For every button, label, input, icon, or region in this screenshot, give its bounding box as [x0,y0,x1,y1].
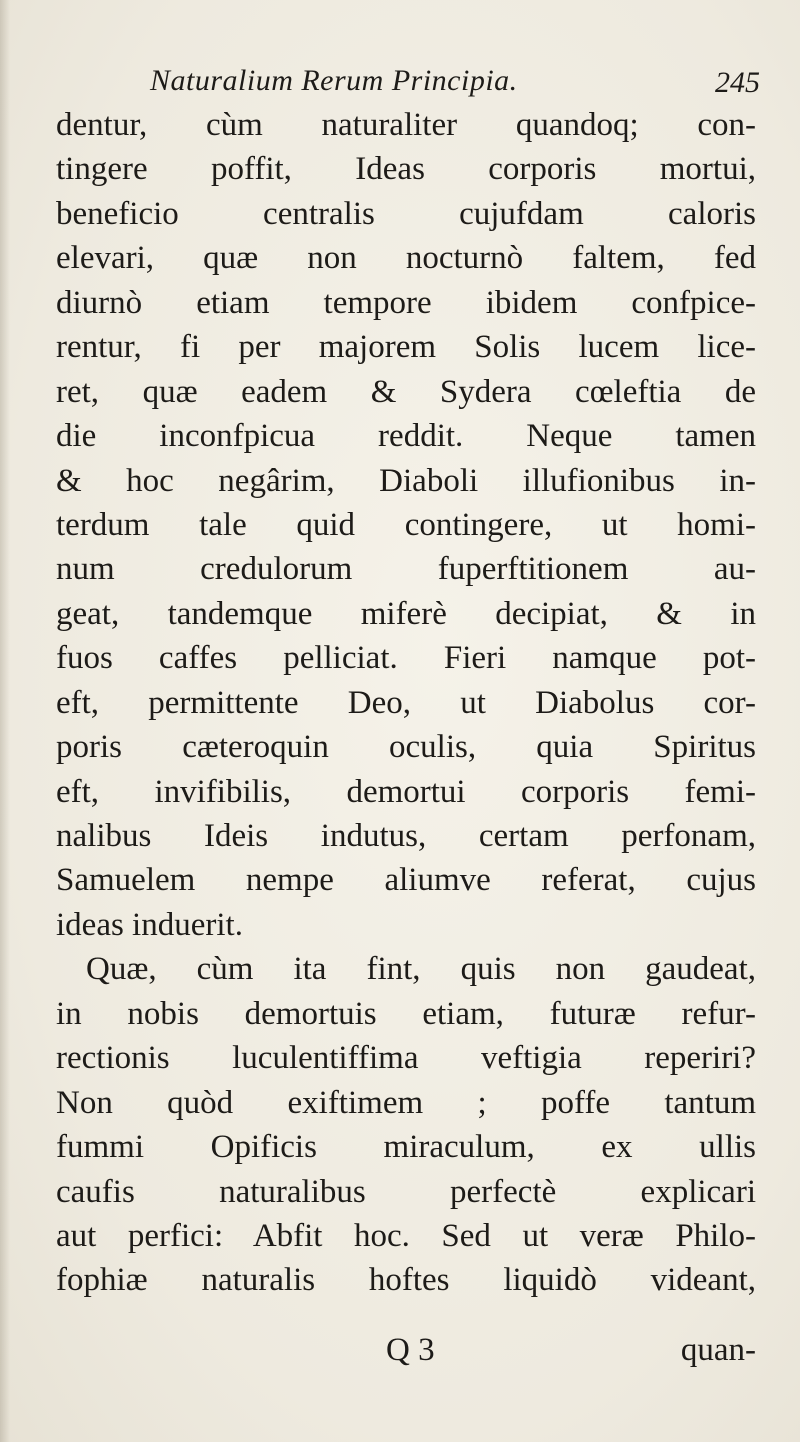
page-gutter-shadow [0,0,10,1442]
running-head [140,58,760,108]
text-line: Non quòd exiftimem ; poffe tantum [56,1084,756,1121]
text-line: ret, quæ eadem & Sydera cœleftia de [56,373,756,410]
text-line: poris cæteroquin oculis, quia Spiritus [56,729,756,766]
text-line: num credulorum fuperftitionem au- [56,551,756,588]
catchword: quan- [680,1332,756,1368]
running-head-title: Naturalium Rerum Principia. [150,64,518,97]
text-line: die inconfpicua reddit. Neque tamen [56,418,756,455]
text-line-paragraph-start: Quæ, cùm ita fint, quis non gaudeat, [86,951,756,988]
page-footer [56,1332,756,1382]
text-line: fuos caffes pelliciat. Fieri namque pot- [56,640,756,677]
text-line: rentur, fi per majorem Solis lucem lice- [56,329,756,366]
text-line: Samuelem nempe aliumve referat, cujus [56,862,756,899]
text-line: dentur, cùm naturaliter quandoq; con- [56,107,756,143]
body-text [56,103,756,1303]
text-line: nalibus Ideis indutus, certam perfonam, [56,818,756,854]
text-line: beneficio centralis cujufdam caloris [56,195,756,232]
text-line: fummi Opificis miraculum, ex ullis [56,1129,756,1166]
text-line: eft, invifibilis, demortui corporis femi- [56,773,756,810]
text-line-paragraph-end: ideas induerit. [56,906,243,943]
text-line: & hoc negârim, Diaboli illufionibus in- [56,462,756,499]
page-number: 245 [715,66,760,99]
text-line: elevari, quæ non nocturnò faltem, fed [56,240,756,277]
text-line: terdum tale quid contingere, ut homi- [56,506,756,543]
text-line: in nobis demortuis etiam, futuræ refur- [56,995,756,1032]
signature-mark: Q 3 [386,1332,435,1368]
text-line: geat, tandemque miferè decipiat, & in [56,595,756,632]
text-line: aut perfici: Abfit hoc. Sed ut veræ Philo- [56,1217,756,1254]
text-line: diurnò etiam tempore ibidem confpice- [56,284,756,321]
text-line: fophiæ naturalis hoftes liquidò videant, [56,1262,756,1299]
text-line: caufis naturalibus perfectè explicari [56,1173,756,1210]
text-line: tingere poffit, Ideas corporis mortui, [56,151,756,188]
text-line: rectionis luculentiffima veftigia reperiri? [56,1040,756,1077]
text-line: eft, permittente Deo, ut Diabolus cor- [56,684,756,721]
